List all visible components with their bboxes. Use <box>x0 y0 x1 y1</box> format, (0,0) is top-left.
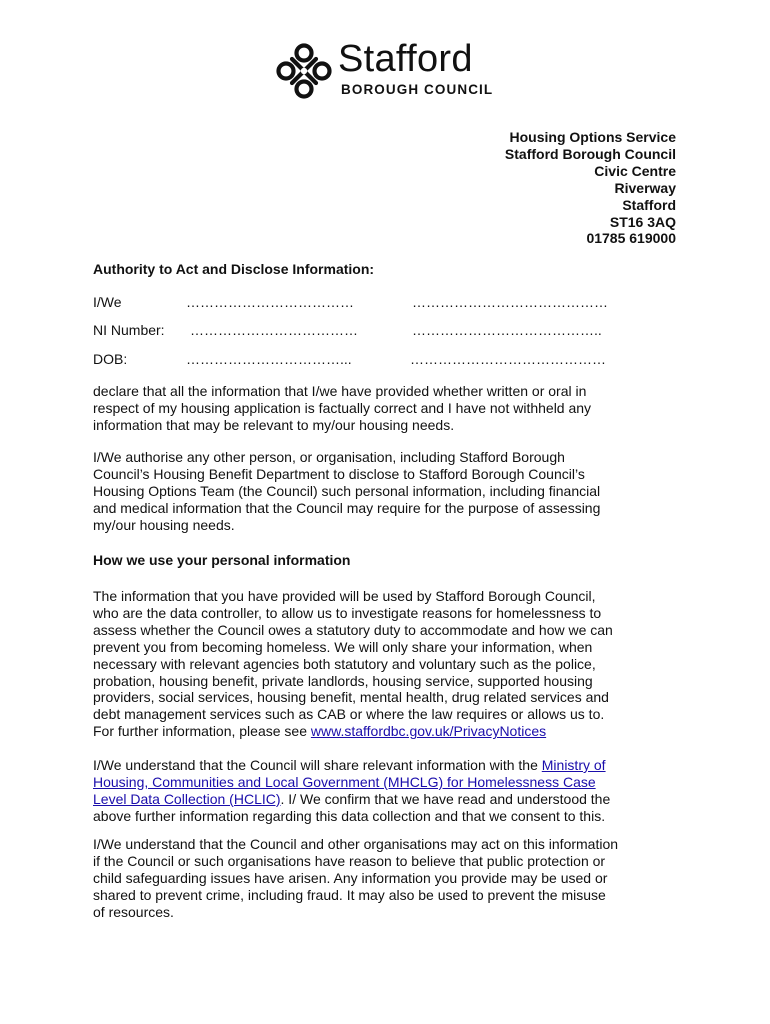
organisations-paragraph <box>93 836 693 921</box>
paragraph-line: my/our housing needs. <box>93 516 235 533</box>
name-field-blank-2[interactable]: …………………………………… <box>412 294 608 310</box>
paragraph-line: I/We authorise any other person, or organisation, including Stafford Borough <box>93 449 565 465</box>
dob-field-blank-2[interactable]: …………………………………… <box>410 351 606 367</box>
paragraph-line: prevent you from becoming homeless. We will only share your information, when <box>93 638 593 655</box>
ni-number-field-label: NI Number: <box>93 322 165 338</box>
paragraph-line: declare that all the information that I/we have provided whether written or oral in <box>93 383 587 399</box>
paragraph-line: information that may be relevant to my/our housing needs. <box>93 416 455 433</box>
privacy-prefix: For further information, please see <box>93 723 311 740</box>
address-block <box>505 129 676 247</box>
address-line: Housing Options Service <box>509 129 676 145</box>
name-field-row <box>93 294 693 312</box>
paragraph-line: above further information regarding this data collection and that we consent to this. <box>93 807 606 824</box>
address-line: Stafford <box>622 196 676 213</box>
ni-number-field-row <box>93 322 693 340</box>
paragraph-line: and medical information that the Council may require for the purpose of assessing <box>93 499 601 516</box>
address-line: Civic Centre <box>594 162 676 179</box>
personal-info-heading: How we use your personal information <box>93 552 351 568</box>
mhclg-text: . I/ We confirm that we have read and understood the <box>280 790 611 807</box>
mhclg-link[interactable]: Ministry of <box>541 757 606 773</box>
paragraph-line: of resources. <box>93 903 174 920</box>
name-field-blank-1[interactable]: ……………………………… <box>186 294 354 310</box>
authority-heading: Authority to Act and Disclose Information: <box>93 261 375 277</box>
dob-field-label: DOB: <box>93 351 128 367</box>
paragraph-line: The information that you have provided will be used by Stafford Borough Council, <box>93 588 596 604</box>
privacy-notices-link[interactable]: www.staffordbc.gov.uk/PrivacyNotices <box>310 723 547 740</box>
stafford-knot-icon <box>274 42 334 100</box>
address-line: Stafford Borough Council <box>504 145 676 162</box>
council-logo-subtitle: BOROUGH COUNCIL <box>341 82 494 97</box>
paragraph-line: Council’s Housing Benefit Department to disclose to Stafford Borough Council’s <box>93 465 585 482</box>
ni-number-field-blank-2[interactable]: ………………………………….. <box>412 322 602 338</box>
paragraph-line: debt management services such as CAB or where the law requires or allows us to. <box>93 706 605 723</box>
mhclg-text: I/We understand that the Council will share relevant information with the <box>93 757 542 773</box>
paragraph-line: I/We understand that the Council and other organisations may act on this information <box>93 836 619 852</box>
address-line: ST16 3AQ <box>609 213 676 230</box>
paragraph-line: necessary with relevant agencies both statutory and voluntary such as the police, <box>93 655 596 672</box>
privacy-line <box>93 723 693 740</box>
ni-number-field-blank-1[interactable]: ……………………………… <box>190 322 358 338</box>
personal-info-paragraph <box>93 588 693 740</box>
paragraph-line: child safeguarding issues have arisen. Any information you provide may be used or <box>93 869 608 886</box>
authorisation-paragraph <box>93 449 693 534</box>
name-field-label: I/We <box>93 294 122 310</box>
paragraph-line <box>93 791 693 808</box>
paragraph-line: assess whether the Council owes a statutory duty to accommodate and how we can <box>93 621 613 638</box>
paragraph-line <box>93 757 693 774</box>
dob-field-row <box>93 351 693 369</box>
paragraph-line: Housing Options Team (the Council) such personal information, including financial <box>93 482 601 499</box>
paragraph-line: shared to prevent crime, including fraud. It may also be used to prevent the misuse <box>93 886 606 903</box>
paragraph-line: providers, social services, housing benefit, mental health, drug related services and <box>93 689 609 706</box>
paragraph-line <box>93 774 693 791</box>
paragraph-line: if the Council or such organisations have reason to believe that public protection or <box>93 852 606 869</box>
address-line: Riverway <box>614 179 676 196</box>
mhclg-paragraph <box>93 757 693 825</box>
address-line: 01785 619000 <box>586 230 676 247</box>
dob-field-blank-1[interactable]: ……………………………... <box>186 351 352 367</box>
paragraph-line: who are the data controller, to allow us to investigate reasons for homelessness to <box>93 604 602 621</box>
mhclg-link[interactable]: Housing, Communities and Local Government (MHCLG) for Homelessness Case <box>93 773 596 790</box>
paragraph-line: respect of my housing application is factually correct and I have not withheld any <box>93 399 592 416</box>
declaration-paragraph <box>93 383 693 434</box>
council-logo <box>274 40 504 102</box>
paragraph-line: probation, housing benefit, private landlords, housing service, supported housing <box>93 672 593 689</box>
mhclg-link[interactable]: Level Data Collection (HCLIC) <box>93 790 281 807</box>
council-logo-name: Stafford <box>338 38 473 80</box>
